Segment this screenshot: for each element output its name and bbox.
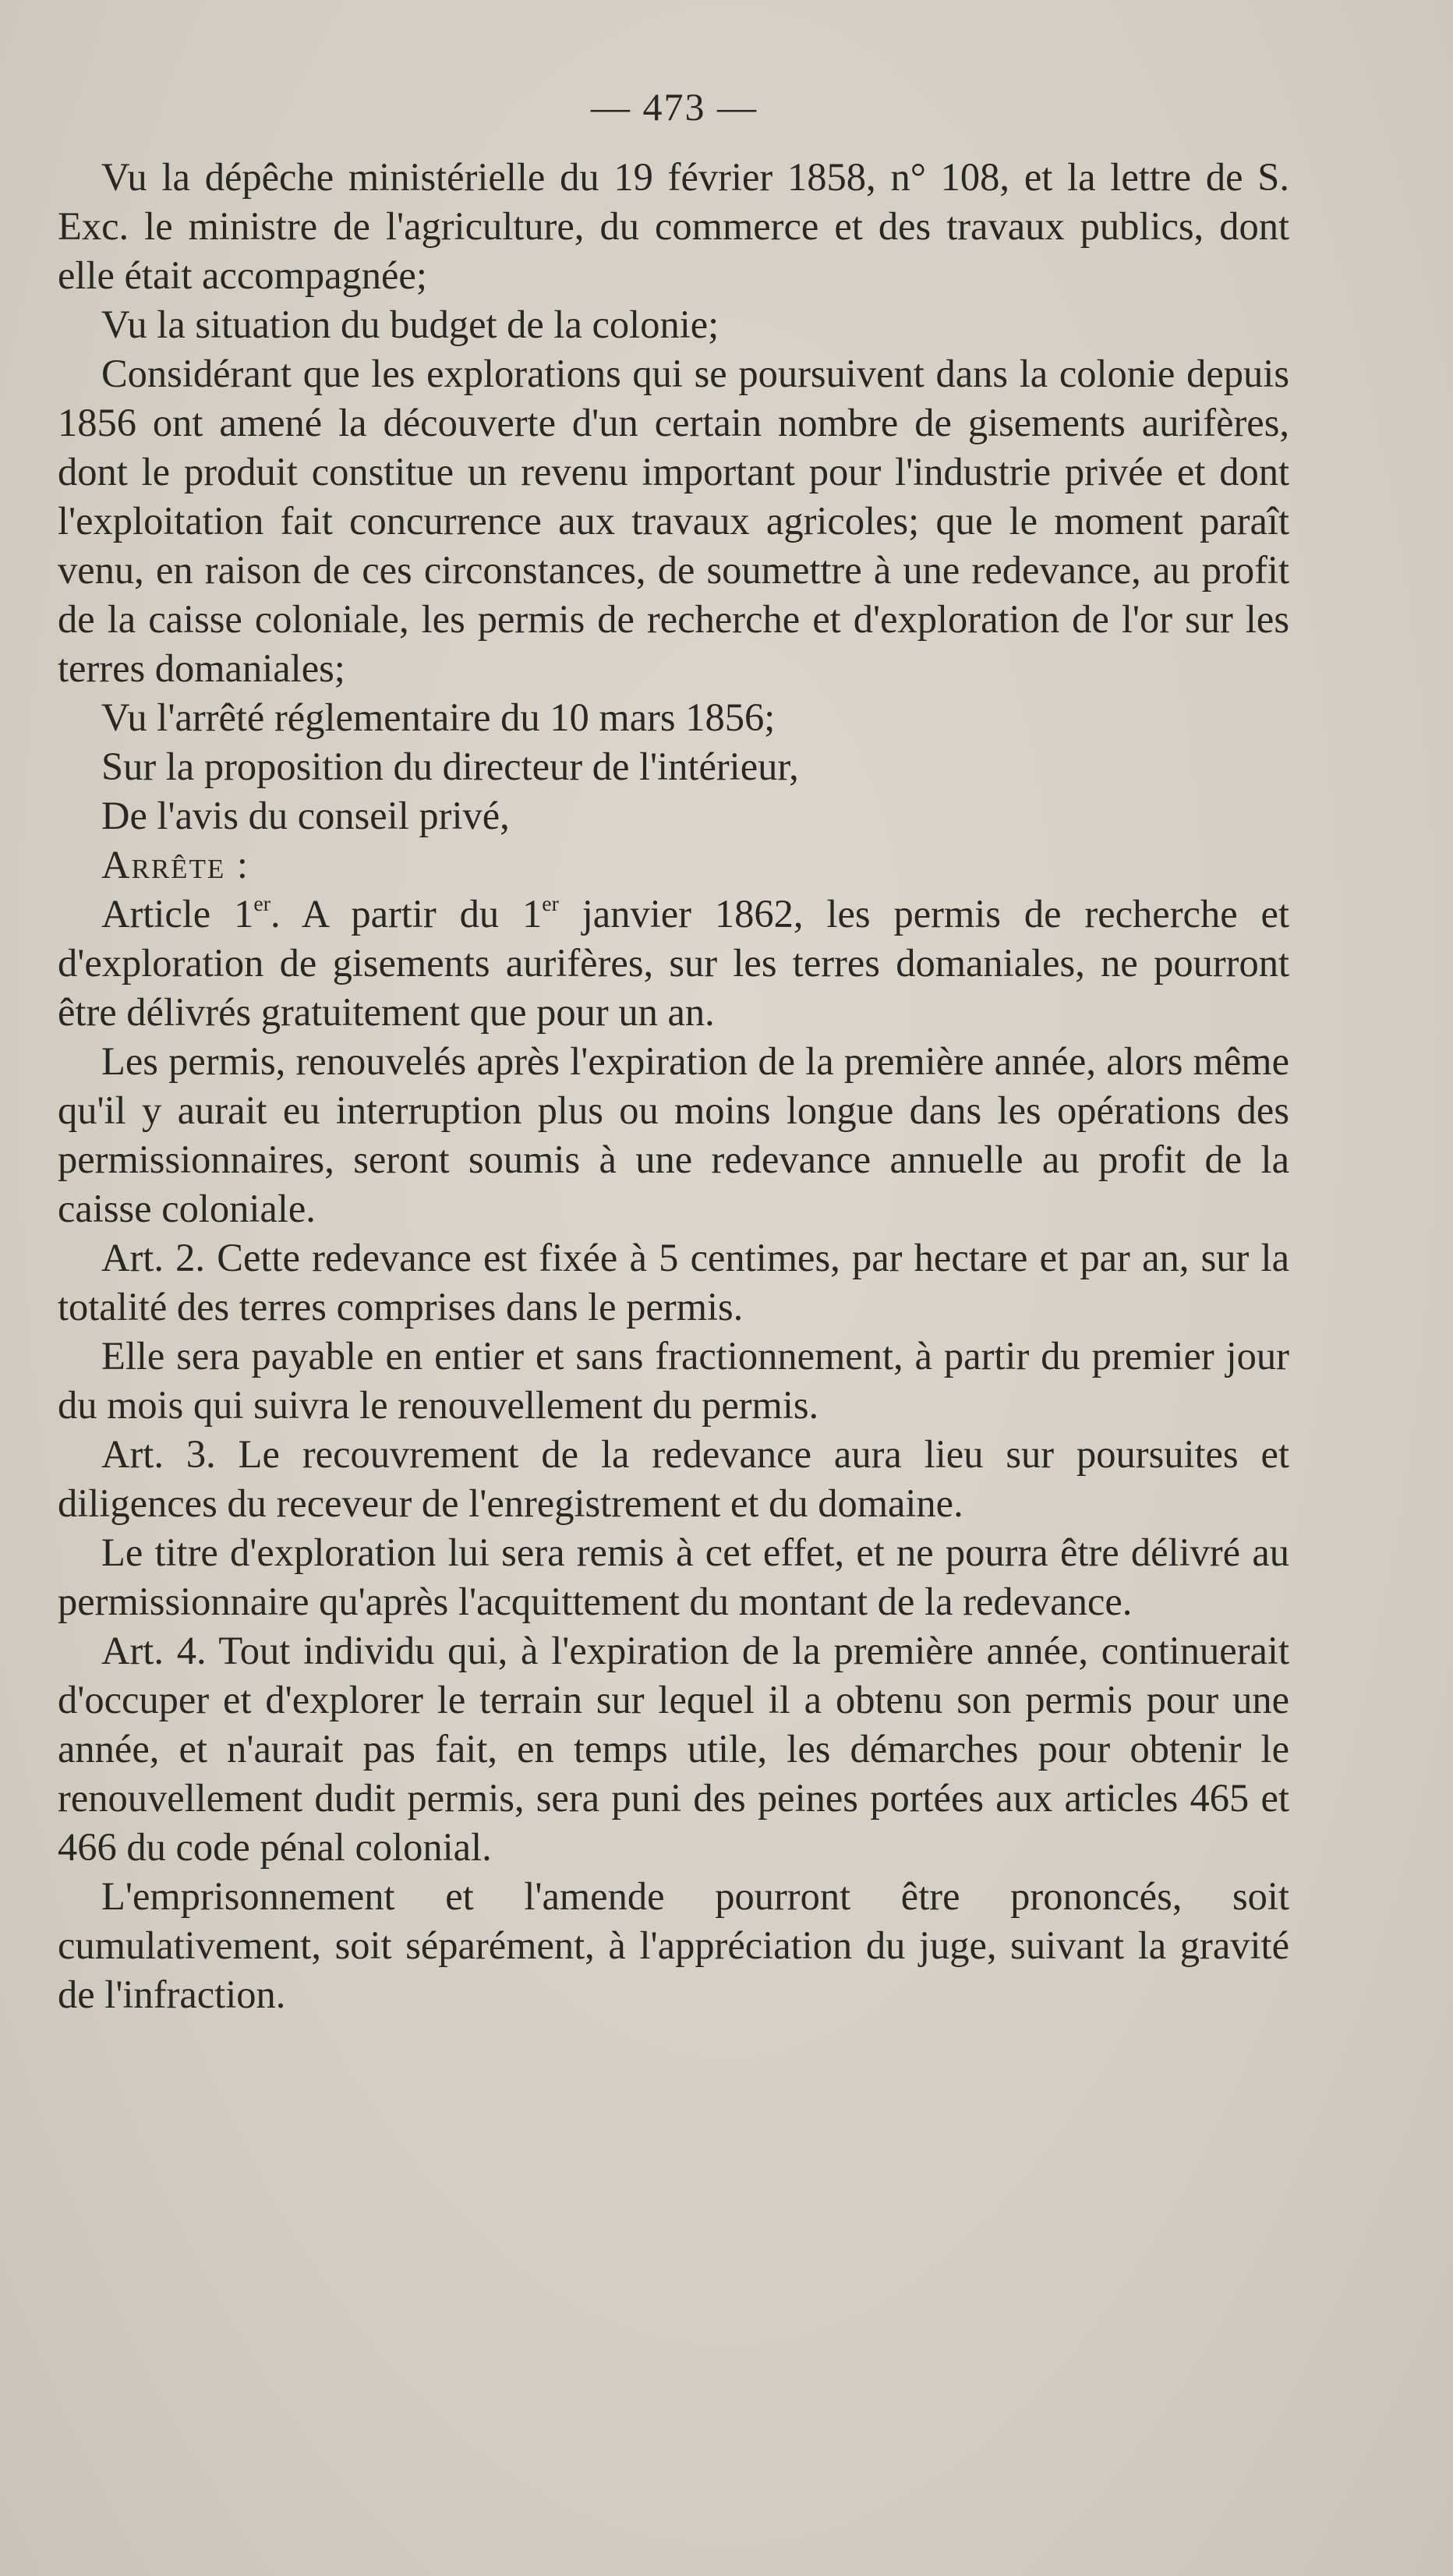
paragraph-titre-exploration: Le titre d'exploration lui sera remis à cet effet, et ne pourra être délivré au permissionnaire qu'après l'acquittement du montant de la redevance. [58,1530,1289,1623]
paragraph-arrete-reglementaire: Vu l'arrêté réglementaire du 10 mars 1856; [101,695,776,739]
article-1-sup-2: er [542,892,559,917]
paragraph-budget: Vu la situation du budget de la colonie; [101,303,719,346]
article-3: Art. 3. Le recouvrement de la redevance aura lieu sur poursuites et diligences du receveur de l'enregistrement et du domaine. [58,1432,1289,1525]
paragraph-depeche: Vu la dépêche ministérielle du 19 février 1858, n° 108, et la lettre de S. Exc. le ministre de l'agriculture, du commerce et des travaux publics, dont elle était accompagnée; [58,155,1289,297]
document-body [58,153,1289,2019]
paragraph-emprisonnement: L'emprisonnement et l'amende pourront être prononcés, soit cumulativement, soit séparément, à l'appréciation du juge, suivant la gravité de l'infraction. [58,1874,1289,2016]
article-1-mid: . A partir du 1 [270,892,543,936]
paragraph-avis: De l'avis du conseil privé, [101,794,510,837]
article-2: Art. 2. Cette redevance est fixée à 5 centimes, par hectare et par an, sur la totalité des terres comprises dans le permis. [58,1236,1289,1329]
article-1-label: Article 1 [101,892,254,936]
paragraph-proposition: Sur la proposition du directeur de l'intérieur, [101,745,799,788]
article-1 [58,890,1289,1037]
page-number: — 473 — [591,85,758,129]
article-1-text: janvier 1862, les permis de recherche et d'exploration de gisements aurifères, sur les terres domaniales, ne pourront être délivrés gratuitement que pour un an. [58,892,1289,1034]
arrete-heading: Arrête : [101,843,249,886]
paragraph-payable: Elle sera payable en entier et sans fractionnement, à partir du premier jour du mois qui suivra le renouvellement du permis. [58,1334,1289,1427]
paragraph-considerant: Considérant que les explorations qui se poursuivent dans la colonie depuis 1856 ont amené la découverte d'un certain nombre de gisements aurifères, dont le produit constitue un revenu important pour l'industrie privée et dont l'exploitation fait concurrence aux travaux agricoles; que le moment paraît venu, en raison de ces circonstances, de soumettre à une redevance, au profit de la caisse coloniale, les permis de recherche et d'exploration de l'or sur les terres domaniales; [58,352,1289,690]
article-4: Art. 4. Tout individu qui, à l'expiration de la première année, continuerait d'occuper et d'explorer le terrain sur lequel il a obtenu son permis pour une année, et n'aurait pas fait, en temps utile, les démarches pour obtenir le renouvellement dudit permis, sera puni des peines portées aux articles 465 et 466 du code pénal colonial. [58,1629,1289,1869]
paragraph-permis-renouveles: Les permis, renouvelés après l'expiration de la première année, alors même qu'il y aurait eu interruption plus ou moins longue dans les opérations des permissionnaires, seront soumis à une redevance annuelle au profit de la caisse coloniale. [58,1039,1289,1230]
article-1-sup: er [253,892,270,917]
